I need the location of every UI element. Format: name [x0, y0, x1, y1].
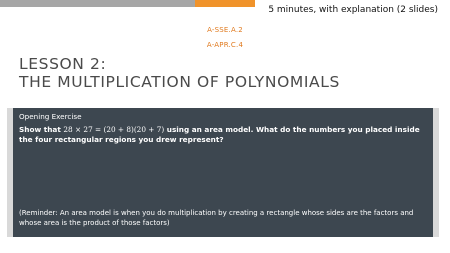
exercise-text: Show that	[19, 125, 64, 134]
slide-title-line: THE MULTIPLICATION OF POLYNOMIALS	[19, 73, 340, 91]
top-accent-bar-orange	[195, 0, 255, 7]
reminder-note: (Reminder: An area model is when you do multiplication by creating a rectangle whose sides are the factors and whose area is the product of those factors)	[19, 209, 414, 227]
slide-title-line: LESSON 2:	[19, 55, 107, 73]
exercise-prompt	[19, 125, 424, 145]
standard-code: A-SSE.A.2	[207, 26, 243, 34]
panel-edge-right	[433, 108, 439, 237]
slide-title	[19, 55, 340, 91]
standard-code: A-APR.C.4	[206, 41, 244, 49]
exercise-equation: 28 × 27 = (20 + 8)(20 + 7)	[63, 125, 165, 134]
top-accent-bar-gray	[0, 0, 195, 7]
timing-note: 5 minutes, with explanation (2 slides)	[268, 5, 438, 15]
panel-heading: Opening Exercise	[19, 112, 82, 121]
exercise-text: using an area model. What do the numbers you placed inside the four rectangular regions you drew represent?	[19, 125, 420, 144]
